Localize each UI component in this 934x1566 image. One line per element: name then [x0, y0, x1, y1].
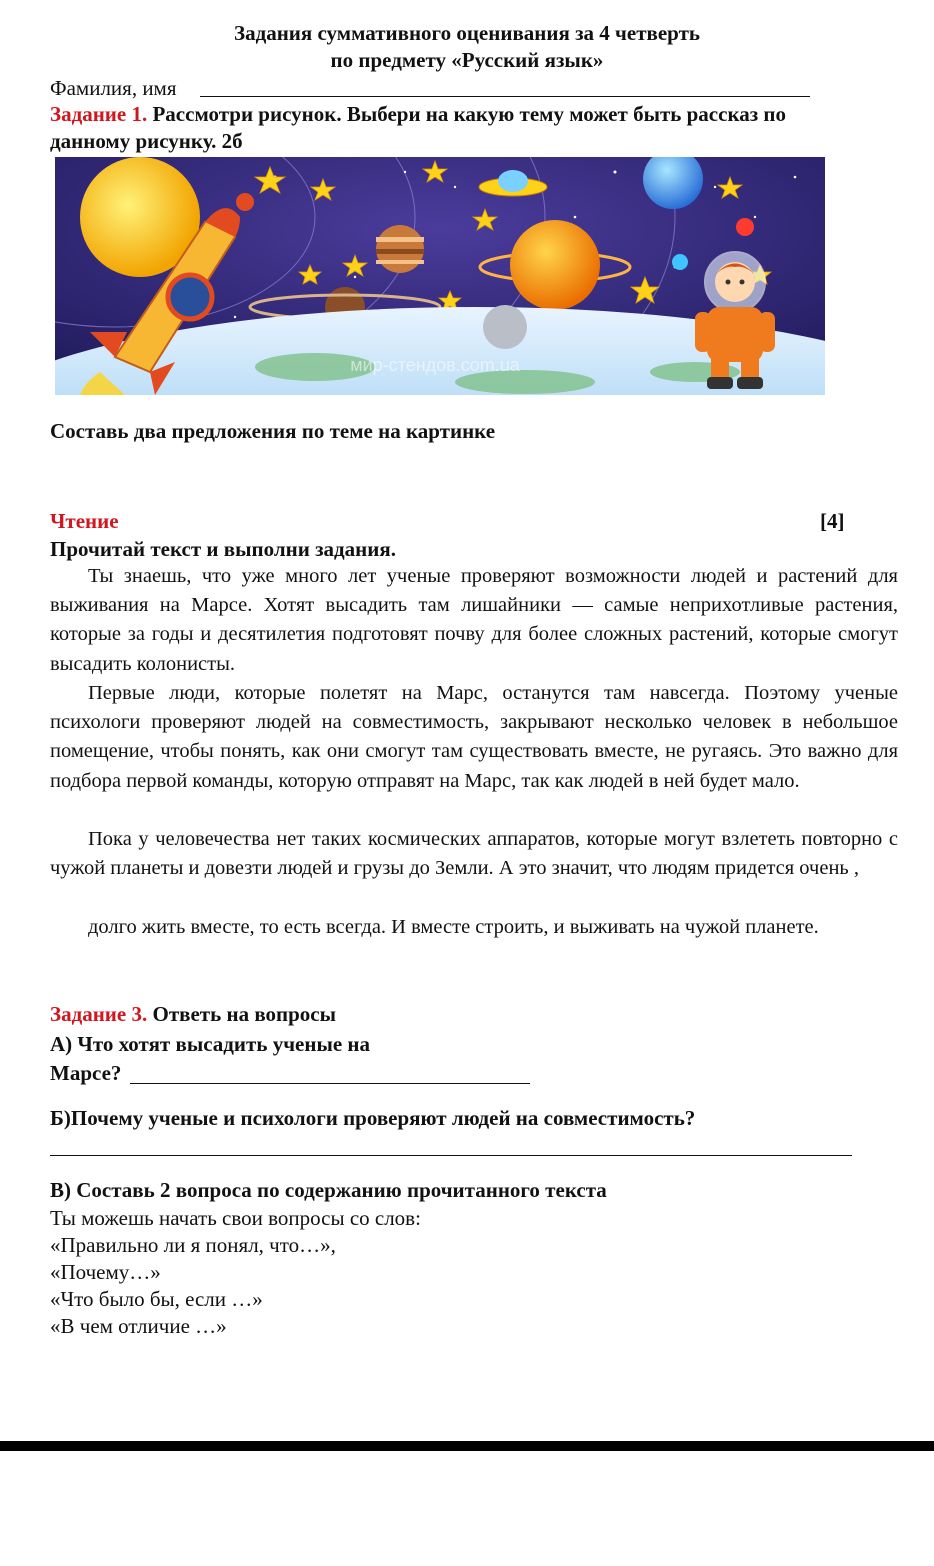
small-red-planet-2 — [736, 218, 754, 236]
starter-item: «Правильно ли я понял, что…», — [50, 1233, 336, 1257]
reading-score: [4] — [820, 509, 845, 533]
task3-heading — [50, 1001, 336, 1028]
space-illustration — [55, 157, 825, 395]
task1-text: Рассмотри рисунок. Выбери на какую тему может быть рассказ по — [147, 102, 787, 126]
name-label: Фамилия, имя — [50, 76, 177, 100]
task1-text-line2: данному рисунку. 2б — [50, 129, 243, 153]
starter-item: «Что было бы, если …» — [50, 1287, 263, 1311]
hint-text: Ты можешь начать свои вопросы со слов: — [50, 1206, 421, 1230]
reading-instruction: Прочитай текст и выполни задания. — [50, 537, 396, 561]
space-illustration-svg — [55, 157, 825, 395]
small-red-planet — [236, 193, 254, 211]
task3-label: Задание 3. — [50, 1002, 148, 1026]
starter-item: «В чем отличие …» — [50, 1314, 227, 1338]
striped-planet — [376, 225, 424, 273]
starter-item: «Почему…» — [50, 1260, 161, 1284]
name-field[interactable] — [200, 96, 810, 97]
task3-title: Ответь на вопросы — [147, 1002, 337, 1026]
reading-paragraph-4: долго жить вместе, то есть всегда. И вместе строить, и выживать на чужой планете. — [88, 916, 819, 938]
question-a-line2: Марсе? — [50, 1061, 122, 1085]
answer-b-field[interactable] — [50, 1155, 852, 1156]
page-subtitle: по предмету «Русский язык» — [330, 48, 604, 72]
grey-moon — [483, 305, 527, 349]
reading-label: Чтение — [50, 509, 119, 533]
reading-paragraph-1: Ты знаешь, что уже много лет ученые проверяют возможности людей и растений для выживания на Марсе. Хотят высадить там лишайники — самые неприхотливые растения, которые за годы и десятилетия подготовят почву для более сложных растений, которые смогут высадить колонисты. — [50, 565, 898, 675]
bottom-bar — [0, 1441, 934, 1451]
question-a-line1: А) Что хотят высадить ученые на — [50, 1032, 371, 1056]
reading-paragraph-2: Первые люди, которые полетят на Марс, останутся там навсегда. Поэтому ученые психологи проверяют людей на совместимость, закрывают несколько человек в небольшое помещение, чтобы понять, как они смогут там существовать вместе, не ругаясь. Это важно для подбора первой команды, которую отправят на Марс, так как людей в ней будет мало. — [50, 682, 898, 792]
reading-paragraph-3: Пока у человечества нет таких космических аппаратов, которые могут взлететь повторно с чужой планеты и довезти людей и грузы до Земли. А это значит, что людям придется очень , — [50, 828, 898, 880]
small-blue-planet — [672, 254, 688, 270]
task1-label: Задание 1. — [50, 102, 148, 126]
question-b: Б)Почему ученые и психологи проверяют людей на совместимость? — [50, 1106, 696, 1130]
task1-instruction: Составь два предложения по теме на картинке — [50, 419, 496, 443]
answer-a-field[interactable] — [130, 1083, 530, 1084]
image-watermark: мир-стендов.com.ua — [350, 355, 520, 375]
task1-heading — [50, 101, 910, 128]
question-v: В) Составь 2 вопроса по содержанию прочитанного текста — [50, 1178, 607, 1202]
page-title: Задания суммативного оценивания за 4 четверть — [234, 21, 700, 45]
